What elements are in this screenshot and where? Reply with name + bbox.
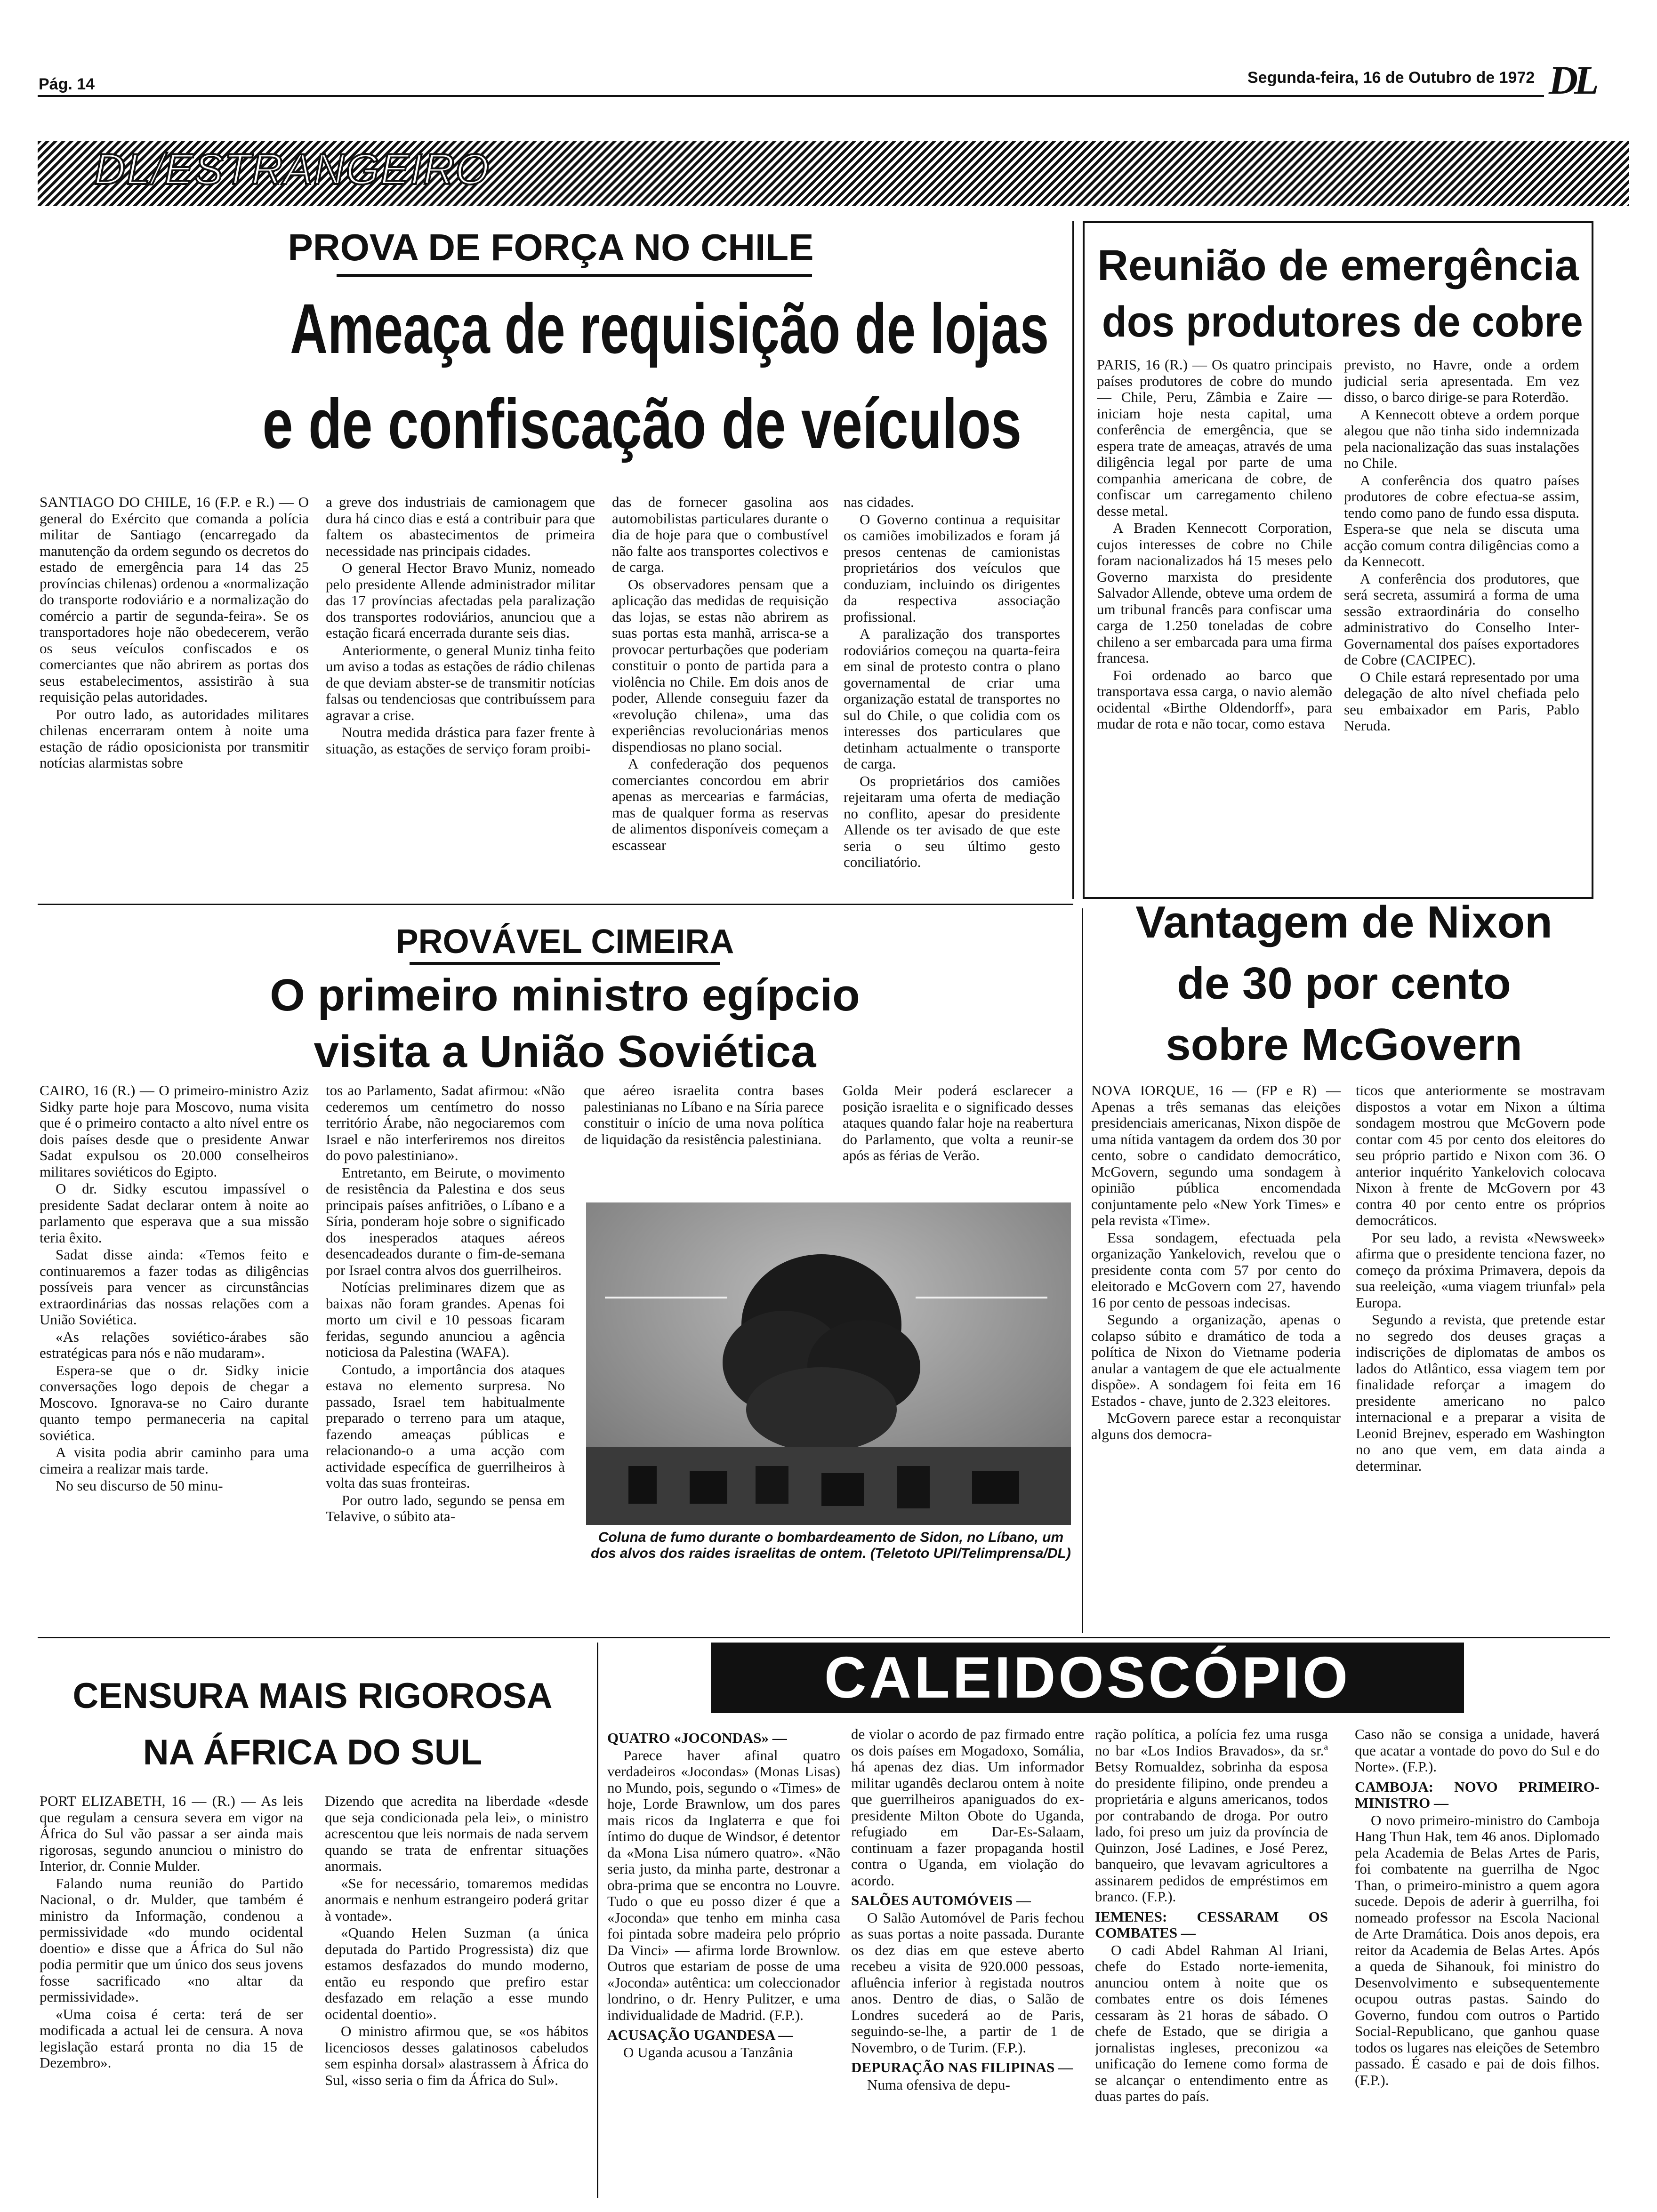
paragraph: A Kennecott obteve a ordem porque alegou que não tinha sido indemnizada pela nacionalização das suas instalações no Chile. bbox=[1344, 406, 1579, 471]
paragraph: Os proprietários dos camiões rejeitaram uma oferta de mediação no conflito, apesar do presidente Allende os ter avisado de que este seria o seu último gesto conciliatório. bbox=[844, 772, 1060, 870]
paragraph: PORT ELIZABETH, 16 — (R.) — As leis que regulam a censura severa em vigor na África do Sul vão passar a ser ainda mais rigorosas, segundo anunciou o ministro do Interior, dr. Connie Mulder. bbox=[40, 1793, 303, 1874]
nixon-headline-line-3: sobre McGovern bbox=[1166, 1019, 1522, 1070]
subheading: QUATRO «JOCONDAS» — bbox=[607, 1730, 787, 1746]
paragraph: A Braden Kennecott Corporation, cujos interesses de cobre no Chile foram nacionalizados há 15 meses pelo Governo marxista do presidente Salvador Allende, obteve uma ordem de um tribunal francês para confiscar uma carga de 1.250 toneladas de cobre chileno a ser embarcada para uma firma francesa. bbox=[1097, 520, 1332, 666]
newspaper-logo: DL bbox=[1549, 57, 1595, 103]
paragraph: A conferência dos quatro países produtores de cobre efectua-se assim, tendo como pano de fundo essa disputa. Espera-se que nela se discuta uma acção comum contra diligências como a da Kennecott. bbox=[1344, 472, 1579, 569]
cobre-column-1 bbox=[1097, 357, 1332, 893]
paragraph: O novo primeiro-ministro do Camboja Hang Thun Hak, tem 46 anos. Diplomado pela Academia de Belas Artes de Paris, foi combatente na guerrilha de Ngoc Than, o primeiro-ministro a quem agora sucede. Depois de aderir à guerrilha, foi nomeado professor na Escola Nacional de Arte Dramática. Dois anos depois, era reitor da Academia de Belas Artes. Após a queda de Sihanouk, foi ministro do Desenvolvimento e subsequentemente ocupou outras pastas. Saindo do Governo, fundou com outros o Partido Social-Republicano, que ganhou quase todos os lugares nas eleições de Setembro passado. É casado e pai de dois filhos. (F.P.). bbox=[1355, 1811, 1600, 2088]
paragraph: das de fornecer gasolina aos automobilistas particulares durante o dia de hoje para que o combustível não falte aos transportes colectivos e de carga. bbox=[612, 494, 828, 575]
paragraph: NOVA IORQUE, 16 — (FP e R) — Apenas a três semanas das eleições presidenciais americanas, Nixon dispõe de uma nítida vantagem da ordem dos 30 por cento, sobre o candidato democrático, McGovern, segundo uma sondagem à opinião pública encomendada conjuntamente pelo «New York Times» e pela revista «Time». bbox=[1091, 1082, 1341, 1228]
paragraph: Foi ordenado ao barco que transportava essa carga, o navio alemão ocidental «Birthe Oldendorff», para mudar de rota e não tocar, como estava bbox=[1097, 666, 1332, 732]
paragraph: O Salão Automóvel de Paris fechou as suas portas a noite passada. Durante os dez dias em que esteve aberto recebeu a visita de 920.000 pessoas, afluência inferior à registada noutros anos. Dentro de dias, o Salão de Londres sucederá ao de Paris, seguindo-se-lhe, a partir de 1 de Novembro, o de Turim. (F.P.). bbox=[851, 1909, 1084, 2056]
page-number: Pág. 14 bbox=[39, 75, 95, 93]
cimeira-column-3 bbox=[584, 1082, 824, 1195]
nixon-headline-line-2: de 30 por cento bbox=[1177, 958, 1511, 1009]
paragraph: que aéreo israelita contra bases palestinianas no Líbano e na Síria parece constituir o início de uma nova política de liquidação da resistência palestiniana. bbox=[584, 1082, 824, 1147]
paragraph: nas cidades. bbox=[844, 494, 914, 510]
section-title: DL/ESTRANGEIRO bbox=[94, 145, 490, 193]
paragraph: previsto, no Havre, onde a ordem judicial seria apresentada. Em vez disso, o barco dirige-se para Roterdão. bbox=[1344, 357, 1579, 405]
cobre-column-2 bbox=[1344, 357, 1579, 893]
cobre-headline-line-1: Reunião de emergência bbox=[1097, 241, 1579, 289]
paragraph: «Se for necessário, tomaremos medidas anormais e nenhum estrangeiro poderá gritar à vontade». bbox=[325, 1875, 588, 1924]
paragraph: tos ao Parlamento, Sadat afirmou: «Não cederemos um centímetro do nosso território Árabe, não negociaremos com Israel e não interferiremos nos direitos do povo palestiniano». bbox=[326, 1082, 565, 1163]
paragraph: «As relações soviético-árabes são estratégicas para nós e não mudaram». bbox=[40, 1328, 309, 1361]
paragraph: ticos que anteriormente se mostravam dispostos a votar em Nixon a última sondagem mostrou que McGovern pode contar com 45 por cento dos eleitores do seu próprio partido e Nixon com 36. O anterior inquérito Yankelovich colocava Nixon à frente de McGovern por 43 contra 40 por cento entre os próprios democráticos. bbox=[1356, 1082, 1605, 1228]
paragraph: PARIS, 16 (R.) — Os quatro principais países produtores de cobre do mundo — Chile, Peru, Zâmbia e Zaire — iniciam hoje nesta capital, uma conferência de emergência, que se espera trate de ameaças, através de uma diligência legal por parte de uma companhia americana de cobre, de confiscar um carregamento chileno desse metal. bbox=[1097, 357, 1332, 519]
paragraph: Notícias preliminares dizem que as baixas não foram grandes. Apenas foi morto um civil e 10 pessoas ficaram feridas, segundo anunciou a agência noticiosa da Palestina (WAFA). bbox=[326, 1279, 565, 1360]
paragraph: CAIRO, 16 (R.) — O primeiro-ministro Aziz Sidky parte hoje para Moscovo, numa visita que é o primeiro contacto a alto nível entre os dois países desde que o presidente Anwar Sadat expulsou os 20.000 conselheiros militares soviéticos do Egipto. bbox=[40, 1082, 309, 1180]
paragraph: Espera-se que o dr. Sidky inicie conversações logo depois de chegar a Moscovo. Ignorava-se no Cairo durante quanto tempo permaneceria na capital soviética. bbox=[40, 1362, 309, 1443]
paragraph: O cadi Abdel Rahman Al Iriani, chefe do Estado norte-iemenita, anunciou ontem à noite que os combates entre os dois Iémenes cessaram às 21 horas de sábado. O chefe de Estado, que se dirigia a jornalistas ingleses, preconizou «a unificação do Iemene como forma de se alcançar o entendimento entre as duas partes do país. bbox=[1095, 1941, 1328, 2104]
paragraph: Por outro lado, as autoridades militares chilenas encerraram ontem à noite uma estação de rádio oposicionista por transmitir notícias alarmistas sobre bbox=[40, 705, 309, 771]
chile-column-4 bbox=[844, 494, 1060, 899]
nixon-headline-line-1: Vantagem de Nixon bbox=[1135, 897, 1552, 947]
paragraph: Segundo a organização, apenas o colapso súbito e dramático de toda a política de Nixon do Vietname poderia anular a vantagem de que ele actualmente dispõe». A sondagem foi feita em 16 Estados - chave, junto de 2.323 eleitores. bbox=[1091, 1311, 1341, 1409]
paragraph: SANTIAGO DO CHILE, 16 (F.P. e R.) — O general do Exército que comanda a polícia militar de Santiago (encarregado da manutenção da ordem segundo os decretos do estado de emergência para 14 das 25 províncias chilenas) ordenou a «normalização do transporte rodoviário e a normalização do comércio a partir de segunda-feira». Se os transportadores hoje não obedecerem, verão os seus veículos confiscados e os comerciantes que não abrirem as portas dos seus estabelecimentos, assistirão à sua requisição pelas autoridades. bbox=[40, 494, 309, 705]
paragraph: No seu discurso de 50 minu- bbox=[56, 1477, 223, 1494]
column-rule bbox=[597, 1643, 598, 2198]
photo-caption: Coluna de fumo durante o bombardeamento de Sidon, no Líbano, um dos alvos dos raides israelitas de ontem. (Teletoto UPI/Telimprensa/DL) bbox=[591, 1530, 1071, 1561]
caleidoscopio-title: CALEIDOSCÓPIO bbox=[824, 1645, 1351, 1710]
paragraph: Por outro lado, segundo se pensa em Telavive, o súbito ata- bbox=[326, 1491, 565, 1524]
subheading: DEPURAÇÃO NAS FILIPINAS — bbox=[851, 2059, 1073, 2076]
caleidoscopio-column-2 bbox=[851, 1726, 1084, 2197]
cimeira-column-2 bbox=[326, 1082, 565, 1628]
paragraph: Por seu lado, a revista «Newsweek» afirma que o presidente tenciona fazer, no começo da próxima Primavera, depois da sua reeleição, «uma viagem triunfal» pela Europa. bbox=[1356, 1229, 1605, 1311]
cimeira-column-1 bbox=[40, 1082, 309, 1628]
section-divider bbox=[38, 904, 1073, 905]
chile-column-2 bbox=[326, 494, 595, 899]
paragraph: Caso não se consiga a unidade, haverá que acatar a vontade do povo do Sul e do Norte». (F.P.). bbox=[1355, 1726, 1600, 1775]
cimeira-column-4 bbox=[843, 1082, 1073, 1195]
cobre-headline-line-2: dos produtores de cobre bbox=[1102, 298, 1583, 346]
paragraph: O Chile estará representado por uma delegação de alto nível chefiada pelo seu embaixador em Paris, Pablo Neruda. bbox=[1344, 668, 1579, 734]
smoke-column-image bbox=[586, 1202, 1071, 1525]
paragraph: Sadat disse ainda: «Temos feito e continuaremos a fazer todas as diligências possíveis para vencer as circunstâncias extraordinárias das nossas relações com a União Soviética. bbox=[40, 1246, 309, 1328]
paragraph: A conferência dos produtores, que será secreta, assumirá a forma de uma sessão extraordinária do conselho administrativo do Conselho Inter-Governamental dos países exportadores de Cobre (CACIPEC). bbox=[1344, 570, 1579, 668]
africa-headline-line-1: CENSURA MAIS RIGOROSA bbox=[72, 1676, 553, 1716]
subheading: IEMENES: CESSARAM OS COMBATES — bbox=[1095, 1908, 1328, 1941]
paragraph: O dr. Sidky escutou impassível o presidente Sadat declarar ontem à noite ao parlamento que esperava que a sua missão teria êxito. bbox=[40, 1180, 309, 1246]
sidon-bombing-photo bbox=[586, 1202, 1071, 1525]
chile-column-1 bbox=[40, 494, 309, 899]
cimeira-kicker: PROVÁVEL CIMEIRA bbox=[395, 923, 734, 961]
paragraph: O Governo continua a requisitar os camiões imobilizados e foram já presos centenas de camionistas proprietários dos veículos que conduziam, incluindo os dirigentes da respectiva associação profissional. bbox=[844, 511, 1060, 625]
nixon-column-2 bbox=[1356, 1082, 1605, 1628]
header-rule bbox=[38, 95, 1544, 97]
paragraph: Contudo, a importância dos ataques estava no elemento surpresa. No passado, Israel tem habitualmente preparado o terreno para um ataque, fazendo ameaças públicas e relacionando-o a uma acção com actividade específica de guerrilheiros à volta das suas fronteiras. bbox=[326, 1361, 565, 1491]
paragraph: Falando numa reunião do Partido Nacional, o dr. Mulder, que também é ministro da Informação, condenou a permissividade «do mundo ocidental doentio» e disse que a África do Sul não podia permitir que um único dos seus jovens fosse sacrificado «no altar da permissividade». bbox=[40, 1875, 303, 2005]
paragraph: A paralização dos transportes rodoviários começou na quarta-feira em sinal de protesto contra o plano governamental de criar uma organização estatal de transportes no sul do Chile, o que colidia com os interesses dos particulares que detinham actualmente o transporte de carga. bbox=[844, 625, 1060, 772]
paragraph: Anteriormente, o general Muniz tinha feito um aviso a todas as estações de rádio chilenas de que deviam abster-se de transmitir notícias falsas ou tendenciosas que contribuíssem para agravar a crise. bbox=[326, 641, 595, 723]
chile-column-3 bbox=[612, 494, 828, 899]
paragraph: de violar o acordo de paz firmado entre os dois países em Mogadoxo, Somália, há apenas dez dias. Um informador militar ugandês declarou ontem à noite que guerrilheiros apaniguados do ex-presidente Milton Obote do Uganda, refugiado em Dar-Es-Salaam, continuam a fazer propaganda hostil contra o Uganda, em violação do acordo. bbox=[851, 1726, 1084, 1889]
cimeira-headline-line-1: O primeiro ministro egípcio bbox=[270, 970, 860, 1020]
paragraph: Entretanto, em Beirute, o movimento de resistência da Palestina e dos seus principais países anfitriões, o Líbano e a Síria, ponderam hoje sobre o significado dos inesperados ataques aéreos desencadeados durante o fim-de-semana por Israel contra alvos dos guerrilheiros. bbox=[326, 1164, 565, 1278]
paragraph: Parece haver afinal quatro verdadeiros «Jocondas» (Monas Lisas) no Mundo, pois, segundo o «Times» de hoje, Lorde Brawnlow, um dos pares mais ricos da Inglaterra e que foi íntimo do duque de Windsor, é detentor da «Mona Lisa número quatro». «Não seria justo, da minha parte, destronar a obra-prima que se encontra no Louvre. Tudo o que eu posso dizer é que a «Joconda» que tenho em minha casa foi pintada sobre madeira pelo próprio Da Vinci» — afirma lorde Brownlow. Outros que estariam de posse de uma «Joconda» autêntica: um coleccionador londrino, o dr. Henry Pulitzer, e uma individualidade de Madrid. (F.P.). bbox=[607, 1747, 840, 2023]
subheading: SALÕES AUTOMÓVEIS — bbox=[851, 1892, 1031, 1908]
cimeira-kicker-underline bbox=[410, 962, 720, 965]
africa-headline-line-2: NA ÁFRICA DO SUL bbox=[143, 1732, 483, 1772]
paragraph: O ministro afirmou que, se «os hábitos licenciosos desses galatinosos cabeludos sem espinha dorsal» alastrassem à África do Sul, «isso seria o fim da África do Sul». bbox=[325, 2023, 588, 2088]
subheading: ACUSAÇÃO UGANDESA — bbox=[607, 2027, 793, 2043]
nixon-column-1 bbox=[1091, 1082, 1341, 1628]
paragraph: «Uma coisa é certa: terá de ser modificada a actual lei de censura. A nova legislação estará pronta no dia 15 de Dezembro». bbox=[40, 2005, 303, 2071]
paragraph: «Quando Helen Suzman (a única deputada do Partido Progressista) diz que estamos desfazados do mundo moderno, então eu respondo que prefiro estar desfazado em relação a esse mundo ocidental doentio». bbox=[325, 1924, 588, 2022]
paragraph: ração política, a polícia fez uma rusga no bar «Los Indios Bravados», da sr.ª Betsy Romualdez, sobrinha da esposa do presidente filipino, onde prendeu a proprietária e alguns americanos, todos por contrabando de droga. Por outro lado, foi preso um juiz da província de Quinzon, José Ladines, e José Perez, banqueiro, que levavam agricultores a assinarem pedidos de empréstimos em branco. (F.P.). bbox=[1095, 1726, 1328, 1905]
section-divider bbox=[38, 1637, 1610, 1638]
paragraph: A confederação dos pequenos comerciantes concordou em abrir apenas as mercearias e farmácias, mas de qualquer forma as reservas de alimentos disponíveis começam a escassear bbox=[612, 755, 828, 853]
paragraph: Segundo a revista, que pretende estar no segredo dos deuses graças a indiscrições de diplomatas de ambos os lados do Atlântico, essa viagem tem por finalidade reforçar a imagem do presidente americano no palco internacional e a preparar a visita de Leonid Brejnev, esperado em Washington no ano que vem, em data ainda a determinar. bbox=[1356, 1311, 1605, 1474]
column-rule bbox=[1072, 221, 1074, 899]
chile-headline-line-2: e de confiscação de veículos bbox=[262, 384, 1022, 463]
paragraph: Numa ofensiva de depu- bbox=[867, 2076, 1010, 2093]
africa-column-1 bbox=[40, 1793, 303, 2198]
paragraph: Os observadores pensam que a aplicação das medidas de requisição das lojas, se estas não abrirem as suas portas esta manhã, arrisca-se a provocar perturbações que poderiam constituir o ponto de partida para a violência no Chile. Em dois anos de poder, Allende conseguiu fazer da «revolução chilena», uma das experiências revolucionárias menos dispendiosas no plano social. bbox=[612, 576, 828, 755]
chile-kicker-underline bbox=[337, 274, 812, 277]
caleidoscopio-column-3 bbox=[1095, 1726, 1328, 2197]
column-rule bbox=[1082, 908, 1083, 1633]
chile-headline-line-1: Ameaça de requisição de lojas bbox=[290, 289, 1049, 368]
section-banner bbox=[38, 141, 1629, 206]
paragraph: Golda Meir poderá esclarecer a posição israelita e o significado desses ataques quando falar hoje na reabertura do Parlamento, que volta a reunir-se após as férias de Verão. bbox=[843, 1082, 1073, 1163]
paragraph: a greve dos industriais de camionagem que dura há cinco dias e está a contribuir para que faltem os abastecimentos de primeira necessidade nas principais cidades. bbox=[326, 494, 595, 559]
issue-date: Segunda-feira, 16 de Outubro de 1972 bbox=[1247, 69, 1535, 87]
paragraph: A visita podia abrir caminho para uma cimeira a realizar mais tarde. bbox=[40, 1444, 309, 1477]
paragraph: O Uganda acusou a Tanzânia bbox=[623, 2044, 793, 2060]
cimeira-headline-line-2: visita a União Soviética bbox=[314, 1026, 816, 1077]
caleidoscopio-column-4 bbox=[1355, 1726, 1600, 2197]
caleidoscopio-column-1 bbox=[607, 1726, 840, 2197]
africa-column-2 bbox=[325, 1793, 588, 2198]
paragraph: Noutra medida drástica para fazer frente à situação, as estações de serviço foram proibi- bbox=[326, 724, 595, 757]
paragraph: O general Hector Bravo Muniz, nomeado pelo presidente Allende administrador militar das 17 províncias afectadas pela paralização dos transportes rodoviários, anunciou que a estação ficará encerrada durante seis dias. bbox=[326, 560, 595, 641]
subheading: CAMBOJA: NOVO PRIMEIRO-MINISTRO — bbox=[1355, 1778, 1600, 1811]
paragraph: Dizendo que acredita na liberdade «desde que seja condicionada pela lei», o ministro acrescentou que leis normais de nada servem quando se trata de enfrentar situações anormais. bbox=[325, 1793, 588, 1874]
paragraph: Essa sondagem, efectuada pela organização Yankelovich, revelou que o presidente conta com 57 por cento do eleitorado e McGovern com 27, havendo 16 por cento de pessoas indecisas. bbox=[1091, 1229, 1341, 1311]
paragraph: McGovern parece estar a reconquistar alguns dos democra- bbox=[1091, 1410, 1341, 1443]
chile-kicker: PROVA DE FORÇA NO CHILE bbox=[288, 226, 814, 268]
